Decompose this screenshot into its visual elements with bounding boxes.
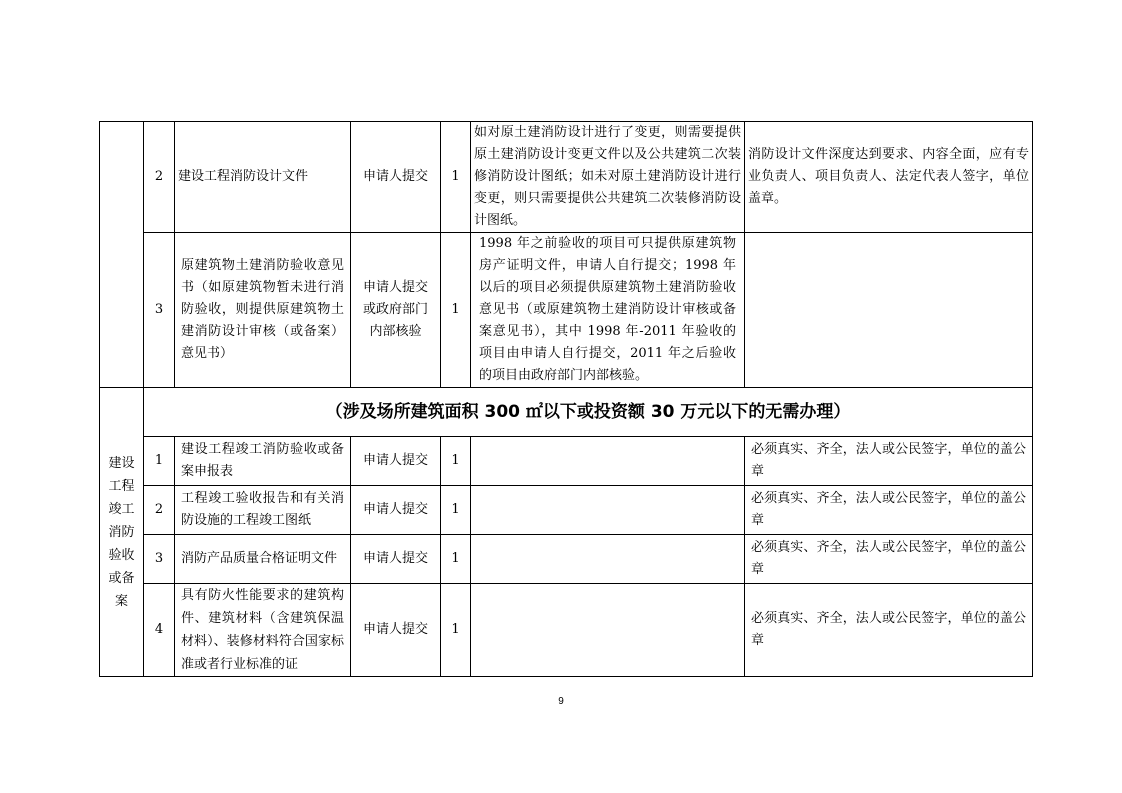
material-note: 1998 年之前验收的项目可只提供原建筑物房产证明文件，申请人自行提交；1998 年以后的项目必须提供原建筑物土建消防验收意见书（或原建筑物土建消防设计审核或备案意见书），其中 1998 年-2011 年验收的项目由申请人自行提交，2011 年之后验收的项目由政府部门内部核验。: [471, 233, 745, 388]
category-cell: [100, 388, 144, 677]
material-source: 申请人提交: [351, 437, 441, 486]
material-source: 申请人提交: [351, 486, 441, 535]
row-number: 4: [144, 584, 175, 677]
material-source: 申请人提交: [351, 584, 441, 677]
table-row: [100, 535, 1033, 584]
copies-count: 1: [441, 584, 471, 677]
category-text: 工程: [108, 478, 135, 494]
material-source: 申请人提交: [351, 535, 441, 584]
copies-count: 1: [441, 122, 471, 233]
material-requirement: 必须真实、齐全，法人或公民签字，单位的盖公章: [745, 437, 1033, 486]
section-banner: （涉及场所建筑面积 300 ㎡以下或投资额 30 万元以下的无需办理）: [144, 388, 1033, 437]
row-number: 2: [144, 486, 175, 535]
material-requirement: 消防设计文件深度达到要求、内容全面，应有专业负责人、项目负责人、法定代表人签字，单位盖章。: [745, 122, 1033, 233]
row-number: 3: [144, 233, 175, 388]
row-number: 1: [144, 437, 175, 486]
section-banner-row: [100, 388, 1033, 437]
material-note: [471, 437, 745, 486]
material-name: 消防产品质量合格证明文件: [175, 535, 351, 584]
material-name: 建设工程消防设计文件: [175, 122, 351, 233]
category-cell-blank: [100, 122, 144, 388]
material-requirement: 必须真实、齐全，法人或公民签字，单位的盖公章: [745, 535, 1033, 584]
copies-count: 1: [441, 486, 471, 535]
material-requirement: 必须真实、齐全，法人或公民签字，单位的盖公章: [745, 584, 1033, 677]
material-source: 申请人提交: [351, 122, 441, 233]
material-name: 建设工程竣工消防验收或备案申报表: [175, 437, 351, 486]
material-source: 申请人提交或政府部门内部核验: [351, 233, 441, 388]
category-text: 或备: [108, 570, 135, 586]
category-text: 消防: [108, 524, 135, 540]
table-row: [100, 233, 1033, 388]
materials-table: [99, 121, 1033, 677]
page-number: 9: [558, 696, 564, 707]
material-note: 如对原土建消防设计进行了变更，则需要提供原土建消防设计变更文件以及公共建筑二次装修消防设计图纸；如未对原土建消防设计进行变更，则只需要提供公共建筑二次装修消防设计图纸。: [471, 122, 745, 233]
category-text: 案: [114, 593, 128, 609]
material-name: 工程竣工验收报告和有关消防设施的工程竣工图纸: [175, 486, 351, 535]
material-note: [471, 535, 745, 584]
category-text: 竣工: [108, 501, 135, 517]
material-requirement: 必须真实、齐全，法人或公民签字，单位的盖公章: [745, 486, 1033, 535]
material-requirement: [745, 233, 1033, 388]
table-row: [100, 584, 1033, 677]
row-number: 3: [144, 535, 175, 584]
material-note: [471, 486, 745, 535]
copies-count: 1: [441, 437, 471, 486]
copies-count: 1: [441, 535, 471, 584]
copies-count: 1: [441, 233, 471, 388]
material-note: [471, 584, 745, 677]
material-name: 原建筑物土建消防验收意见书（如原建筑物暂未进行消防验收，则提供原建筑物土建消防设计审核（或备案）意见书）: [175, 233, 351, 388]
category-text: 验收: [108, 547, 135, 563]
row-number: 2: [144, 122, 175, 233]
material-name: 具有防火性能要求的建筑构件、建筑材料（含建筑保温材料）、装修材料符合国家标准或者行业标准的证: [175, 584, 351, 677]
table-row: [100, 486, 1033, 535]
table-row: [100, 437, 1033, 486]
table-row: [100, 122, 1033, 233]
category-text: 建设: [108, 455, 135, 471]
